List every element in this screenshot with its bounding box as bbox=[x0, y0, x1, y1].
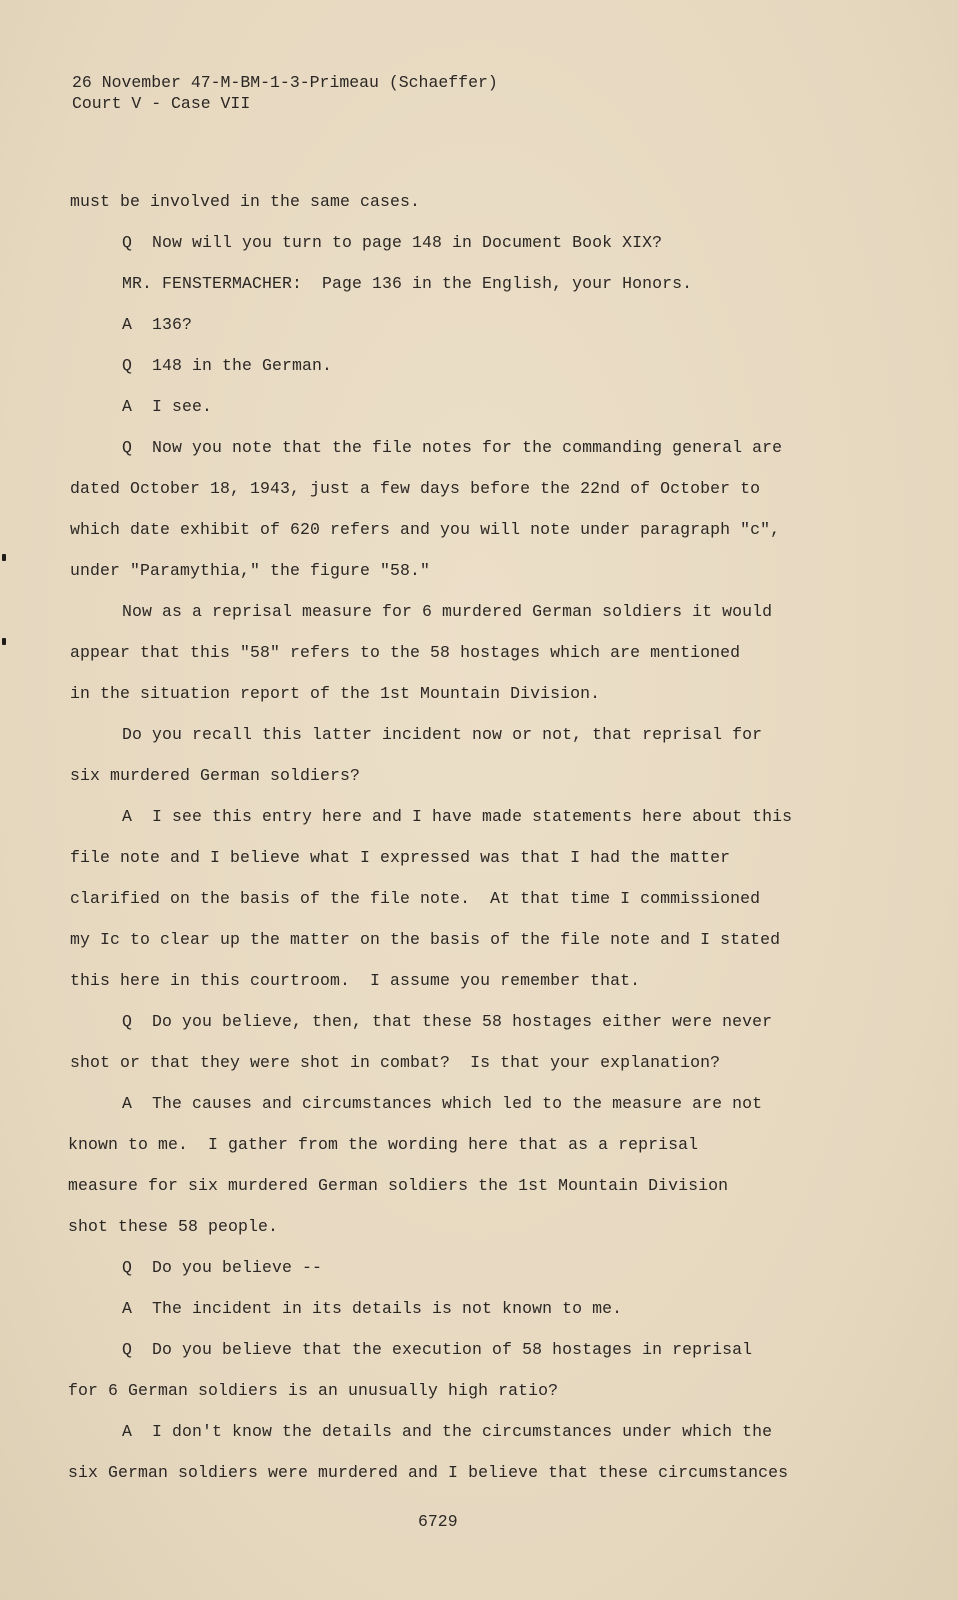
transcript-line: Now as a reprisal measure for 6 murdered German soldiers it would bbox=[122, 602, 773, 621]
transcript-line: for 6 German soldiers is an unusually high ratio? bbox=[68, 1381, 559, 1400]
binding-mark bbox=[2, 638, 6, 645]
transcript-line: which date exhibit of 620 refers and you will note under paragraph "c", bbox=[70, 520, 781, 539]
transcript-line: clarified on the basis of the file note. At that time I commissioned bbox=[70, 889, 761, 908]
header-line-1: 26 November 47-M-BM-1-3-Primeau (Schaeffer) bbox=[72, 73, 498, 92]
transcript-line: in the situation report of the 1st Mountain Division. bbox=[70, 684, 601, 703]
transcript-line: this here in this courtroom. I assume you remember that. bbox=[70, 971, 641, 990]
transcript-line: A I see this entry here and I have made statements here about this bbox=[122, 807, 793, 826]
transcript-line: A I don't know the details and the circumstances under which the bbox=[122, 1422, 773, 1441]
transcript-line: Q Do you believe that the execution of 58 hostages in reprisal bbox=[122, 1340, 753, 1359]
transcript-line: Do you recall this latter incident now or not, that reprisal for bbox=[122, 725, 763, 744]
transcript-line: measure for six murdered German soldiers the 1st Mountain Division bbox=[68, 1176, 729, 1195]
transcript-line: known to me. I gather from the wording here that as a reprisal bbox=[68, 1135, 699, 1154]
transcript-line: Q Do you believe -- bbox=[122, 1258, 323, 1277]
transcript-line: Q Now you note that the file notes for the commanding general are bbox=[122, 438, 783, 457]
transcript-line: A 136? bbox=[122, 315, 193, 334]
transcript-line: dated October 18, 1943, just a few days before the 22nd of October to bbox=[70, 479, 761, 498]
transcript-line: Q Now will you turn to page 148 in Document Book XIX? bbox=[122, 233, 663, 252]
transcript-line: shot or that they were shot in combat? Is that your explanation? bbox=[70, 1053, 721, 1072]
transcript-line: six murdered German soldiers? bbox=[70, 766, 361, 785]
transcript-line: shot these 58 people. bbox=[68, 1217, 279, 1236]
transcript-line: appear that this "58" refers to the 58 hostages which are mentioned bbox=[70, 643, 741, 662]
transcript-line: under "Paramythia," the figure "58." bbox=[70, 561, 431, 580]
transcript-line: MR. FENSTERMACHER: Page 136 in the English, your Honors. bbox=[122, 274, 693, 293]
transcript-line: my Ic to clear up the matter on the basis of the file note and I stated bbox=[70, 930, 781, 949]
transcript-line: file note and I believe what I expressed was that I had the matter bbox=[70, 848, 731, 867]
page-number: 6729 bbox=[418, 1512, 458, 1531]
transcript-line: A The incident in its details is not known to me. bbox=[122, 1299, 623, 1318]
transcript-line: A I see. bbox=[122, 397, 213, 416]
transcript-line: A The causes and circumstances which led to the measure are not bbox=[122, 1094, 763, 1113]
binding-mark bbox=[2, 554, 6, 561]
transcript-line: Q 148 in the German. bbox=[122, 356, 333, 375]
transcript-line: Q Do you believe, then, that these 58 hostages either were never bbox=[122, 1012, 773, 1031]
header-line-2: Court V - Case VII bbox=[72, 94, 251, 113]
transcript-line: must be involved in the same cases. bbox=[70, 192, 421, 211]
transcript-line: six German soldiers were murdered and I believe that these circumstances bbox=[68, 1463, 789, 1482]
document-header bbox=[72, 72, 498, 114]
